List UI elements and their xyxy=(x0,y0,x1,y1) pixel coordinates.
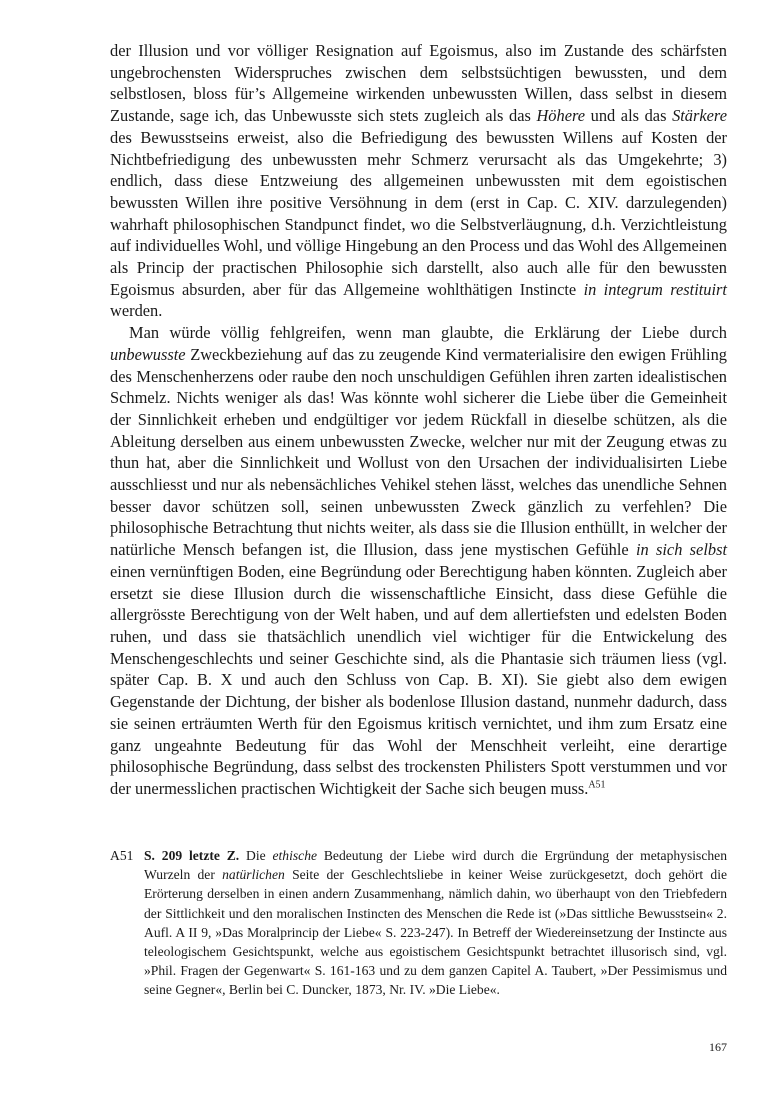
endnote-a51 xyxy=(110,846,727,1000)
emphasis-unbewusste: unbewusste xyxy=(110,344,186,364)
paragraph-1: der Illusion und vor völliger Resignation auf Egoismus, also im Zustande des schärfsten ungebrochensten Widerspruches zwischen dem selbstsüchtigen bewussten, und dem selbstlosen, bloss für’s Allgemeine wirkenden unbewussten Willen, dass selbst in diesem Zustande, sage ich, das Unbewusste sich stets zugleich als das Höhere und als das Stärkere des Bewusstseins erweist, also die Befriedigung des bewussten Willens auf Kosten der Nichtbefriedigung des unbewussten mehr Schmerz verursacht als das Umgekehrte; 3) endlich, dass diese Entzweiung des allgemeinen unbewussten mit dem egoistischen bewussten Willen ihre positive Versöhnung in dem (erst in Cap. C. XIV. darzulegenden) wahrhaft philosophischen Standpunct findet, wo die Selbstverläugnung, d.h. Verzichtleistung auf individuelles Wohl, und völlige Hingebung an den Process und das Wohl des Allgemeinen als Princip der practischen Philosophie sich darstellt, also auch alle für den bewussten Egoismus absurden, aber für das Allgemeine wohlthätigen Instincte in integrum restituirt werden. xyxy=(110,41,727,321)
emphasis-staerkere: Stärkere xyxy=(672,106,727,126)
emphasis-hoehere: Höhere xyxy=(536,106,586,126)
main-text xyxy=(110,40,727,800)
endnote-text: S. 209 letzte Z. Die ethische Bedeutung der Liebe wird durch die Ergründung der metaphysischen Wurzeln der natürlichen Seite der Geschlechtsliebe in keiner Weise zurückgesetzt, doch gehört die Erörterung derselben in einen andern Zusammenhang, nämlich dahin, wo überhaupt von den Triebfedern der Sittlichkeit und den moralischen Instincten des Menschen die Rede ist (»Das sittliche Bewusstsein« 2. Aufl. A II 9, »Das Moralprincip der Liebe« S. 223-247). In Betreff der Wiedereinsetzung der Instincte aus teleologischem Gesichtspunkt, welche aus egoistischem Gesichtspunkt betrachtet illusorisch sind, vgl. »Phil. Fragen der Gegenwart« S. 161-163 und zu dem ganzen Capitel A. Taubert, »Der Pessimismus und seine Gegner«, Berlin bei C. Duncker, 1873, Nr. IV. »Die Liebe«. xyxy=(144,848,728,998)
page-number: 167 xyxy=(709,1040,727,1054)
endnotes xyxy=(110,846,727,1000)
paragraph-2: Man würde völlig fehlgreifen, wenn man glaubte, die Erklärung der Liebe durch unbewusste Zweckbeziehung auf das zu zeugende Kind vermaterialisire den ewigen Frühling des Menschenherzens oder raube den noch unschuldigen Gefühlen ihren zarten idealistischen Schmelz. Nichts weniger als das! Was könnte wohl sicherer die Liebe über die Gemeinheit der Sinnlichkeit erheben und endgültiger vor jedem Rückfall in dieselbe schützen, als die Ableitung derselben aus einem unbewussten Zwecke, welcher nur mit der Zeugung etwas zu thun hat, aber die Sinnlichkeit und Wollust von den Ursachen der individualisirten Liebe ausschliesst und nur als nebensächliches Vehikel stehen lässt, welches das unendliche Sehnen besser davor schützen soll, seinen unbewussten Zweck gänzlich zu verfehlen? Die philosophische Betrachtung thut nichts weiter, als dass sie die Illusion enthüllt, in welcher der natürliche Mensch befangen ist, die Illusion, dass jene mystischen Gefühle in sich selbst einen vernünftigen Boden, eine Begründung oder Berechtigung haben könnten. Zugleich aber ersetzt sie diese Illusion durch die wissenschaftliche Einsicht, dass diese Gefühle die allergrösste Berechtigung von der Welt haben, und auf dem allertiefsten und edelsten Boden ruhen, und dass sie thatsächlich unendlich viel wichtiger für die Entwickelung des Menschengeschlechts und seiner Geschichte sind, als die Phantasie sich träumen liess (vgl. später Cap. B. X und auch den Schluss von Cap. B. XI). Sie giebt also dem ewigen Gegenstande der Dichtung, der bisher als bodenlose Illusion dastand, nunmehr dadurch, dass sie seinen erträumten Werth für den Egoismus kritisch vernichtet, und ihm zum Ersatz eine ganz ungeahnte Bedeutung für das Wohl der Menschheit verleiht, eine derartige philosophische Begründung, dass selbst des trockensten Philisters Spott verstummen und vor der unermesslichen practischen Wichtigkeit der Sache sich beugen muss.$^{A51}$ xyxy=(110,323,727,798)
endnote-reference: S. 209 letzte Z. xyxy=(144,848,240,863)
emphasis-in-integrum: in integrum restituirt xyxy=(583,279,727,299)
footnote-marker[interactable]: A51 xyxy=(588,779,606,791)
endnote-label: A51 xyxy=(110,848,134,863)
emphasis-in-sich-selbst: in sich selbst xyxy=(635,540,727,560)
